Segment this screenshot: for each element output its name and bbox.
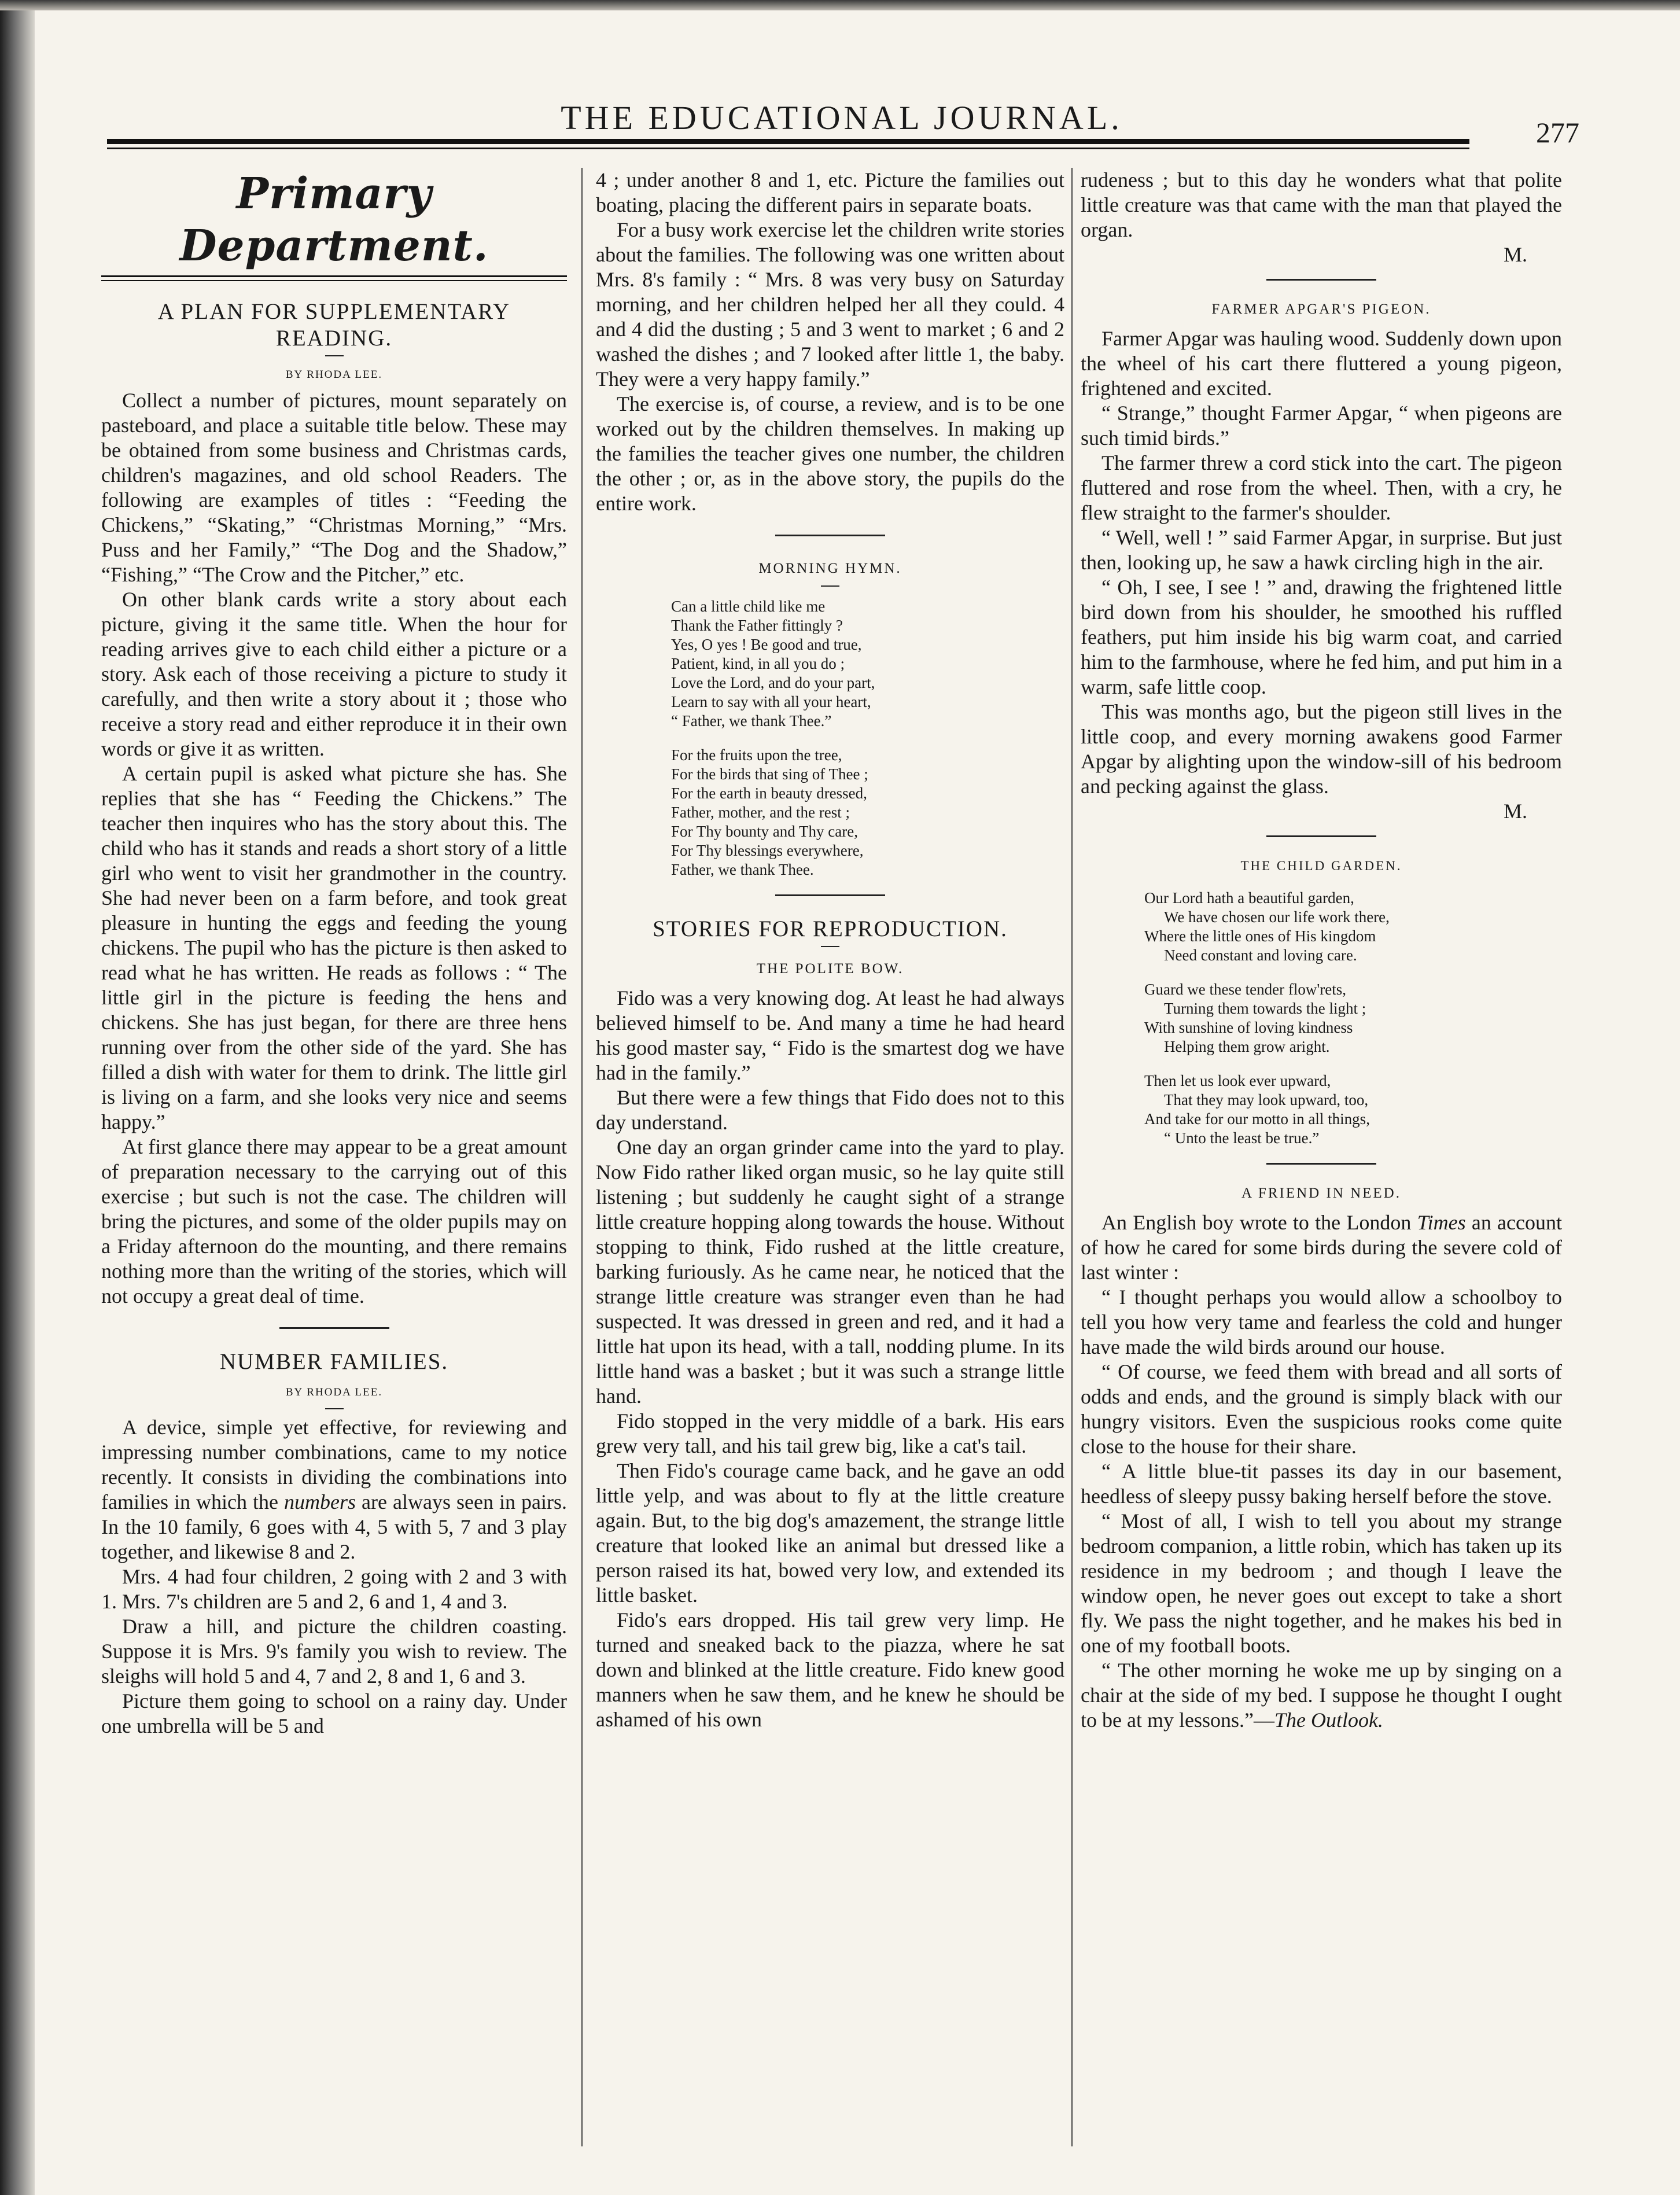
paragraph: “ Strange,” thought Farmer Apgar, “ when pigeons are such timid birds.” xyxy=(1081,402,1562,450)
poem-line: Love the Lord, and do your part, xyxy=(671,674,875,691)
column-divider xyxy=(581,168,583,2146)
paragraph: This was months ago, but the pigeon still lives in the little coop, and every morning awakens good Farmer Apgar by alighting upon the window-sill of his bedroom and pecking against the glass. xyxy=(1081,700,1562,798)
header-rule-thin xyxy=(107,148,1469,149)
poem-line: Father, mother, and the rest ; xyxy=(671,804,850,821)
top-edge-shadow xyxy=(0,0,1680,10)
stanza xyxy=(1144,1071,1562,1148)
emphasis: Times xyxy=(1417,1211,1466,1234)
section-title: A PLAN FOR SUPPLEMENTARY READING. xyxy=(157,299,511,351)
paragraph: Collect a number of pictures, mount separately on pasteboard, and place a suitable title below. These may be obtained from some business and Christmas cards, children's magazines, and old school Readers. The following are examples of titles : “Feeding the Chickens,” “Skating,” “Christmas Morning,” “Mrs. Puss and her Family,” “The Dog and the Shadow,” “Fishing,” “The Crow and the Pitcher,” etc. xyxy=(101,389,567,586)
poem-line: Father, we thank Thee. xyxy=(671,861,814,878)
section-separator xyxy=(1266,835,1376,837)
text-run: An English boy wrote to the London xyxy=(1101,1211,1417,1234)
column-1 xyxy=(101,168,567,1739)
poem-line: For the fruits upon the tree, xyxy=(671,746,842,764)
poem-line: Our Lord hath a beautiful garden, xyxy=(1144,889,1354,907)
binding-shadow xyxy=(0,0,35,2195)
paragraph: At first glance there may appear to be a great amount of preparation necessary to the carrying out of this exercise ; but such is not the case. The children will bring the pictures, and some of the older pupils may on a Friday afternoon do the mounting, and there remains nothing more than the writing of the stories, which will not occupy a great deal of time. xyxy=(101,1135,567,1308)
poem-line: Thank the Father fittingly ? xyxy=(671,617,843,634)
text-run: A device, simple yet effective, for reviewing and impressing number combinations, came to my notice recently. It consists in dividing the combinations into families in which the xyxy=(101,1416,567,1513)
dash-rule xyxy=(325,355,344,356)
paragraph: “ I thought perhaps you would allow a schoolboy to tell you how very tame and fearless the cold and hunger have made the wild birds around our house. xyxy=(1081,1286,1562,1358)
paragraph: But there were a few things that Fido does not to this day understand. xyxy=(596,1086,1064,1134)
byline: BY RHODA LEE. xyxy=(285,1386,383,1398)
paragraph: “ Well, well ! ” said Farmer Apgar, in surprise. But just then, looking up, he saw a hawk circling high in the air. xyxy=(1081,526,1562,574)
department-title: Primary Department. xyxy=(179,169,489,271)
poem-line: Turning them towards the light ; xyxy=(1164,1000,1366,1017)
paragraph: The farmer threw a cord stick into the cart. The pigeon fluttered and rose from the wheel. Then, with a cry, he flew straight to the farmer's shoulder. xyxy=(1081,451,1562,524)
journal-title: THE EDUCATIONAL JOURNAL. xyxy=(561,99,1123,137)
stanza xyxy=(671,746,1064,879)
poem-line: For Thy blessings everywhere, xyxy=(671,842,864,859)
poem xyxy=(596,597,1064,879)
poem-line: Can a little child like me xyxy=(671,598,826,615)
section-title: STORIES FOR REPRODUCTION. xyxy=(653,916,1008,941)
poem-line: We have chosen our life work there, xyxy=(1164,908,1390,926)
poem-line: “ Father, we thank Thee.” xyxy=(671,712,832,730)
story-title: A FRIEND IN NEED. xyxy=(1241,1185,1401,1201)
dash-rule xyxy=(821,585,839,587)
stanza xyxy=(1144,980,1562,1056)
poem-line: Helping them grow aright. xyxy=(1164,1038,1330,1055)
poem-line: And take for our motto in all things, xyxy=(1144,1110,1370,1128)
section-title: NUMBER FAMILIES. xyxy=(219,1349,449,1374)
poem-line: Guard we these tender flow'rets, xyxy=(1144,981,1346,998)
paragraph xyxy=(101,1415,567,1564)
poem-title: MORNING HYMN. xyxy=(758,561,902,576)
paragraph: The exercise is, of course, a review, and is to be one worked out by the children themselves. In making up the families the teacher gives one number, the children the other ; or, as in the above story, the pupils do the entire work. xyxy=(596,392,1064,515)
emphasis: The Outlook. xyxy=(1274,1708,1383,1732)
poem-line: Then let us look ever upward, xyxy=(1144,1072,1331,1089)
section-separator xyxy=(1266,1163,1376,1165)
emphasis: numbers xyxy=(284,1490,356,1513)
column-2 xyxy=(596,168,1064,1732)
section-separator xyxy=(775,894,885,896)
poem-line: For Thy bounty and Thy care, xyxy=(671,823,858,840)
column-3 xyxy=(1081,168,1562,1733)
page-number: 277 xyxy=(1536,116,1579,149)
stanza xyxy=(671,597,1064,731)
paragraph: On other blank cards write a story about each picture, giving it the same title. When the hour for reading arrives give to each child either a picture or a story. Ask each of those receiving a picture to study it carefully, and then write a story about it ; those who receive a story read and either reproduce it in their own words or give it as written. xyxy=(101,588,567,760)
department-rule xyxy=(101,275,567,281)
paragraph: 4 ; under another 8 and 1, etc. Picture the families out boating, placing the different pairs in separate boats. xyxy=(596,168,1064,216)
paragraph: Fido was a very knowing dog. At least he had always believed himself to be. And many a time he had heard his good master say, “ Fido is the smartest dog we have had in the family.” xyxy=(596,986,1064,1084)
section-separator xyxy=(775,535,885,536)
signature: M. xyxy=(1503,800,1527,823)
poem-line: For the earth in beauty dressed, xyxy=(671,785,867,802)
dash-rule xyxy=(821,946,839,947)
poem xyxy=(1081,889,1562,1148)
paragraph: Draw a hill, and picture the children coasting. Suppose it is Mrs. 9's family you wish to review. The sleighs will hold 5 and 4, 7 and 2, 8 and 1, 6 and 3. xyxy=(101,1615,567,1688)
paragraph: Fido stopped in the very middle of a bark. His ears grew very tall, and his tail grew big, like a cat's tail. xyxy=(596,1409,1064,1457)
paragraph: “ Most of all, I wish to tell you about my strange bedroom companion, a little robin, which has taken up its residence in my bedroom ; and though I leave the window open, he never goes out except to take a short fly. We pass the night together, and he makes his bed in one of my football boots. xyxy=(1081,1509,1562,1657)
text-run: an account of how he cared for some birds during the severe cold of last winter : xyxy=(1081,1211,1562,1284)
paragraph xyxy=(1081,1658,1562,1733)
poem-line: For the birds that sing of Thee ; xyxy=(671,765,868,783)
section-separator xyxy=(279,1327,389,1329)
column-divider xyxy=(1071,168,1073,2146)
stanza xyxy=(1144,889,1562,965)
story-title: THE POLITE BOW. xyxy=(756,961,904,977)
poem-line: With sunshine of loving kindness xyxy=(1144,1019,1353,1036)
poem-title: THE CHILD GARDEN. xyxy=(1240,859,1402,873)
poem-line: Yes, O yes ! Be good and true, xyxy=(671,636,862,653)
paragraph: rudeness ; but to this day he wonders what that polite little creature was that came with the man that played the organ. xyxy=(1081,168,1562,241)
story-title: FARMER APGAR'S PIGEON. xyxy=(1211,301,1431,317)
poem-line: That they may look upward, too, xyxy=(1164,1091,1369,1108)
paragraph: One day an organ grinder came into the yard to play. Now Fido rather liked organ music, so he lay quite still listening ; but suddenly he caught sight of a strange little creature hopping along towards the house. Without stopping to think, Fido rushed at the little creature, barking furiously. As he came near, he noticed that the strange little creature was stranger even than he had suspected. It was dressed in green and red, and it had a little hat upon its head, with a tall, nodding plume. In its little hand was a basket ; but it was such a strange little hand. xyxy=(596,1136,1064,1408)
paragraph: “ Oh, I see, I see ! ” and, drawing the frightened little bird down from his shoulder, he smoothed his ruffled feathers, put him inside his big warm coat, and carried him to the farmhouse, where he fed him, and put him in a warm, safe little coop. xyxy=(1081,576,1562,698)
paragraph: Then Fido's courage came back, and he gave an odd little yelp, and was about to fly at the little creature again. But, to the big dog's amazement, the strange little creature that looked like an animal but dressed like a person raised its hat, bowed very low, and extended its little basket. xyxy=(596,1459,1064,1607)
paragraph: Fido's ears dropped. His tail grew very limp. He turned and sneaked back to the piazza, where he sat down and blinked at the little creature. Fido knew good manners when he saw them, and he knew he should be ashamed of his own xyxy=(596,1608,1064,1731)
paragraph: For a busy work exercise let the children write stories about the families. The following was one written about Mrs. 8's family : “ Mrs. 8 was very busy on Saturday morning, and her children helped her all they could. 4 and 4 did the dusting ; 5 and 3 went to market ; 6 and 2 washed the dishes ; and 7 looked after little 1, the baby. They were a very happy family.” xyxy=(596,218,1064,391)
poem-line: Need constant and loving care. xyxy=(1164,946,1357,964)
paragraph: “ A little blue-tit passes its day in our basement, heedless of sleepy pussy baking herself before the stove. xyxy=(1081,1460,1562,1508)
paragraph: “ Of course, we feed them with bread and all sorts of odds and ends, and the ground is simply black with our hungry visitors. Even the suspicious rooks come quite close to the house for their share. xyxy=(1081,1360,1562,1458)
paragraph xyxy=(1081,1210,1562,1285)
header-rule xyxy=(107,139,1469,144)
byline: BY RHODA LEE. xyxy=(285,369,383,381)
section-separator xyxy=(1266,279,1376,281)
signature: M. xyxy=(1503,243,1527,266)
paragraph: Mrs. 4 had four children, 2 going with 2 and 3 with 1. Mrs. 7's children are 5 and 2, 6 and 1, 4 and 3. xyxy=(101,1565,567,1613)
poem-line: “ Unto the least be true.” xyxy=(1164,1129,1320,1147)
dash-rule xyxy=(325,1408,344,1409)
text-run: are always seen in pairs. In the 10 family, 6 goes with 4, 5 with 5, 7 and 3 play together, and likewise 8 and 2. xyxy=(101,1490,567,1563)
paragraph: Farmer Apgar was hauling wood. Suddenly down upon the wheel of his cart there fluttered a young pigeon, frightened and excited. xyxy=(1081,327,1562,400)
poem-line: Learn to say with all your heart, xyxy=(671,693,871,710)
poem-line: Patient, kind, in all you do ; xyxy=(671,655,845,672)
poem-line: Where the little ones of His kingdom xyxy=(1144,927,1376,945)
text-run: “ The other morning he woke me up by singing on a chair at the side of my bed. I suppose he thought I ought to be at my lessons.”— xyxy=(1081,1659,1562,1732)
paragraph: Picture them going to school on a rainy day. Under one umbrella will be 5 and xyxy=(101,1689,567,1737)
paragraph: A certain pupil is asked what picture she has. She replies that she has “ Feeding the Chickens.” The teacher then inquires who has the story about this. The child who has it stands and reads a short story of a little girl who went to visit her grandmother in the country. She had never been on a farm before, and took great pleasure in hunting the eggs and feeding the young chickens. The pupil who has the picture is then asked to read what he has written. He reads as follows : “ The little girl in the picture is feeding the hens and chickens. She has just began, for there are three hens running over from the other side of the yard. She has filled a dish with water for them to drink. The little girl is living on a farm, and she looks very nice and seems happy.” xyxy=(101,762,567,1133)
